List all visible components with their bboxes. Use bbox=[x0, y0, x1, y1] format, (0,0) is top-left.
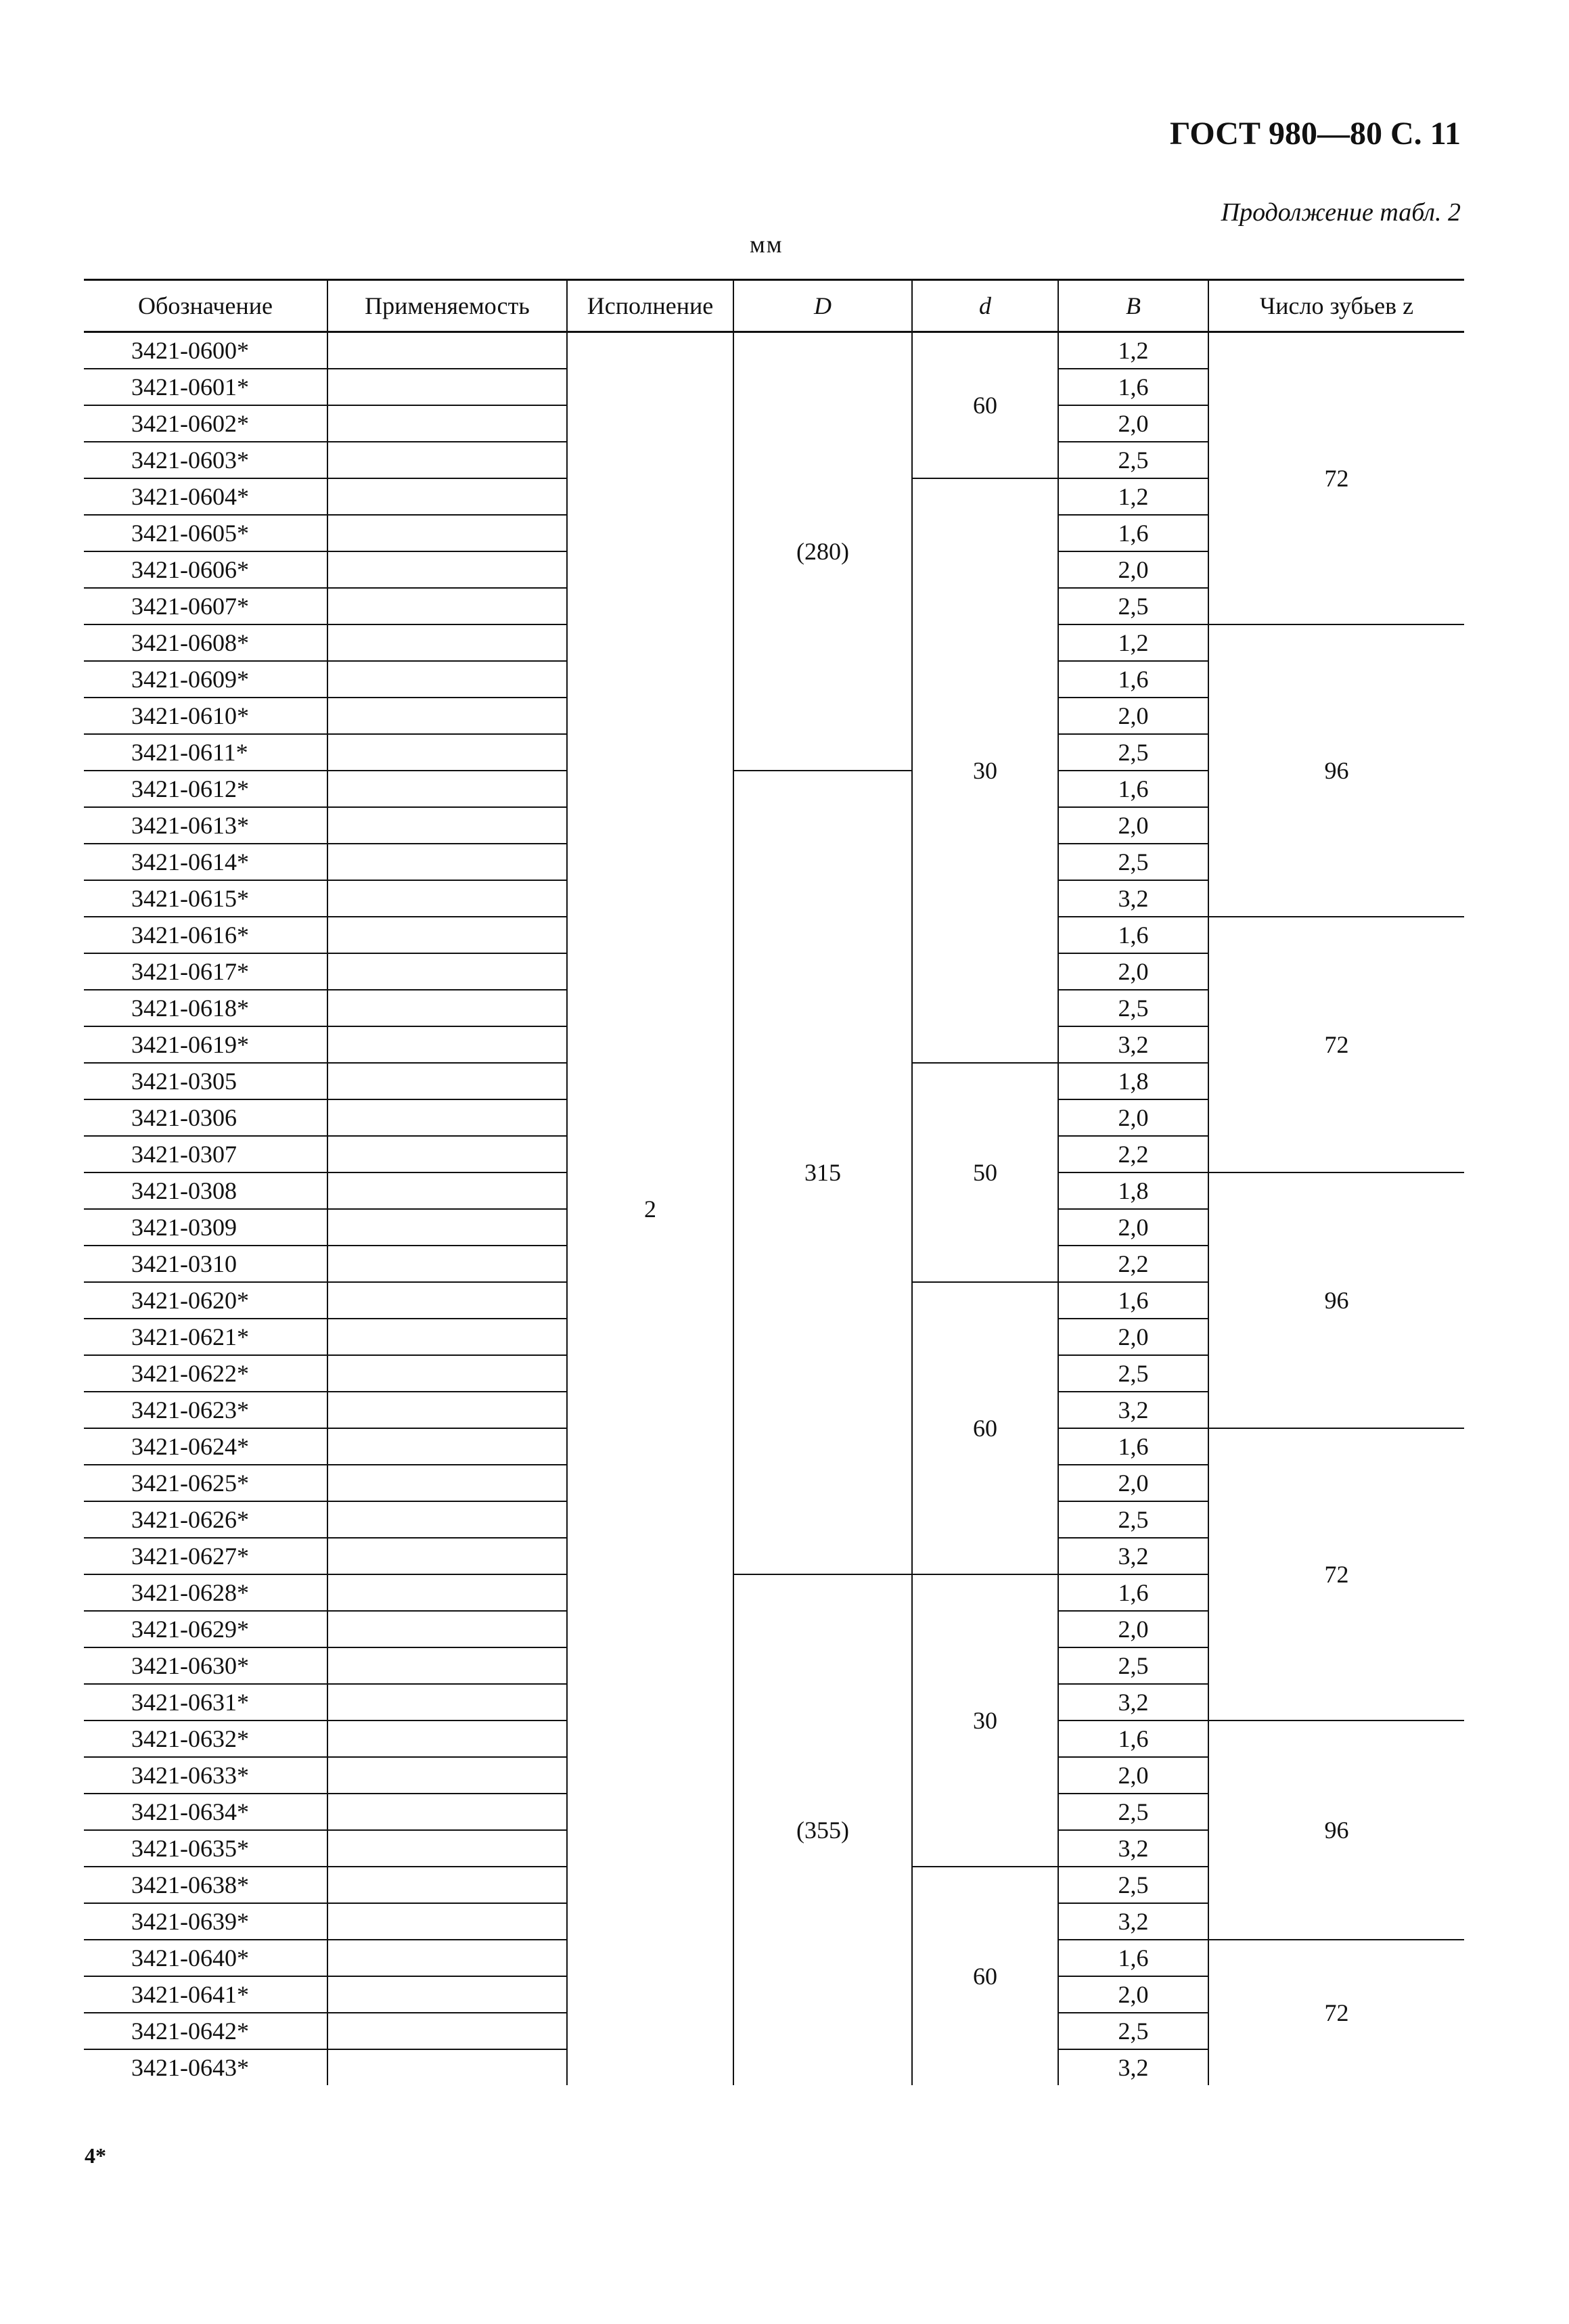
applicability-cell bbox=[327, 1903, 567, 1940]
applicability-cell bbox=[327, 478, 567, 515]
B-cell: 2,5 bbox=[1058, 990, 1208, 1026]
B-cell: 1,6 bbox=[1058, 917, 1208, 953]
applicability-cell bbox=[327, 1757, 567, 1794]
B-cell: 2,0 bbox=[1058, 1319, 1208, 1355]
B-cell: 3,2 bbox=[1058, 1026, 1208, 1063]
B-cell: 2,5 bbox=[1058, 1501, 1208, 1538]
applicability-cell bbox=[327, 1063, 567, 1099]
applicability-cell bbox=[327, 1501, 567, 1538]
B-cell: 2,5 bbox=[1058, 2013, 1208, 2049]
applicability-cell bbox=[327, 771, 567, 807]
applicability-cell bbox=[327, 2049, 567, 2085]
applicability-cell bbox=[327, 515, 567, 551]
designation-cell: 3421-0602* bbox=[84, 405, 327, 442]
B-cell: 2,0 bbox=[1058, 551, 1208, 588]
col-header-applicability: Применяемость bbox=[327, 280, 567, 332]
designation-cell: 3421-0607* bbox=[84, 588, 327, 624]
applicability-cell bbox=[327, 442, 567, 478]
applicability-cell bbox=[327, 1209, 567, 1246]
applicability-cell bbox=[327, 1830, 567, 1867]
B-cell: 2,5 bbox=[1058, 1867, 1208, 1903]
designation-cell: 3421-0622* bbox=[84, 1355, 327, 1392]
B-cell: 1,8 bbox=[1058, 1063, 1208, 1099]
B-cell: 2,5 bbox=[1058, 844, 1208, 880]
B-cell: 1,6 bbox=[1058, 771, 1208, 807]
applicability-cell bbox=[327, 2013, 567, 2049]
table-body bbox=[84, 332, 1464, 2086]
B-cell: 1,2 bbox=[1058, 332, 1208, 369]
B-cell: 1,6 bbox=[1058, 515, 1208, 551]
designation-cell: 3421-0619* bbox=[84, 1026, 327, 1063]
designation-cell: 3421-0641* bbox=[84, 1976, 327, 2013]
applicability-cell bbox=[327, 588, 567, 624]
applicability-cell bbox=[327, 1355, 567, 1392]
B-cell: 2,0 bbox=[1058, 953, 1208, 990]
applicability-cell bbox=[327, 1867, 567, 1903]
B-cell: 1,2 bbox=[1058, 478, 1208, 515]
teeth-cell: 72 bbox=[1208, 917, 1464, 1172]
applicability-cell bbox=[327, 1099, 567, 1136]
designation-cell: 3421-0615* bbox=[84, 880, 327, 917]
applicability-cell bbox=[327, 1392, 567, 1428]
B-cell: 2,0 bbox=[1058, 1757, 1208, 1794]
spec-table bbox=[84, 279, 1464, 2085]
designation-cell: 3421-0604* bbox=[84, 478, 327, 515]
designation-cell: 3421-0620* bbox=[84, 1282, 327, 1319]
teeth-cell: 72 bbox=[1324, 1999, 1349, 2026]
designation-cell: 3421-0614* bbox=[84, 844, 327, 880]
B-cell: 2,2 bbox=[1058, 1246, 1208, 1282]
applicability-cell bbox=[327, 990, 567, 1026]
B-cell: 2,0 bbox=[1058, 1209, 1208, 1246]
designation-cell: 3421-0642* bbox=[84, 2013, 327, 2049]
designation-cell: 3421-0608* bbox=[84, 624, 327, 661]
designation-cell: 3421-0618* bbox=[84, 990, 327, 1026]
applicability-cell bbox=[327, 1026, 567, 1063]
applicability-cell bbox=[327, 624, 567, 661]
B-cell: 2,5 bbox=[1058, 734, 1208, 771]
applicability-cell bbox=[327, 661, 567, 698]
B-cell: 1,6 bbox=[1058, 1721, 1208, 1757]
designation-cell: 3421-0616* bbox=[84, 917, 327, 953]
B-cell: 2,0 bbox=[1058, 405, 1208, 442]
applicability-cell bbox=[327, 332, 567, 369]
designation-cell: 3421-0638* bbox=[84, 1867, 327, 1903]
page-title: ГОСТ 980—80 С. 11 bbox=[1170, 116, 1461, 152]
designation-cell: 3421-0640* bbox=[84, 1940, 327, 1976]
unit-label: мм bbox=[750, 231, 783, 258]
B-cell: 2,0 bbox=[1058, 1099, 1208, 1136]
designation-cell: 3421-0305 bbox=[84, 1063, 327, 1099]
designation-cell: 3421-0612* bbox=[84, 771, 327, 807]
col-header-D: D bbox=[733, 280, 912, 332]
teeth-cell: 72 bbox=[1208, 332, 1464, 625]
d-cell: 30 bbox=[912, 478, 1058, 1063]
table-continuation-note: Продолжение табл. 2 bbox=[1221, 198, 1461, 227]
designation-cell: 3421-0606* bbox=[84, 551, 327, 588]
B-cell: 1,6 bbox=[1058, 1940, 1208, 1976]
teeth-cell: 96 bbox=[1208, 624, 1464, 917]
B-cell: 3,2 bbox=[1058, 2049, 1208, 2085]
designation-cell: 3421-0610* bbox=[84, 698, 327, 734]
col-header-d: d bbox=[912, 280, 1058, 332]
designation-cell: 3421-0625* bbox=[84, 1465, 327, 1501]
applicability-cell bbox=[327, 369, 567, 405]
designation-cell: 3421-0306 bbox=[84, 1099, 327, 1136]
applicability-cell bbox=[327, 405, 567, 442]
d-cell: 60 bbox=[912, 1867, 1058, 2085]
D-cell: (280) bbox=[733, 332, 912, 771]
teeth-cell: 72 bbox=[1208, 1428, 1464, 1721]
designation-cell: 3421-0308 bbox=[84, 1172, 327, 1209]
designation-cell: 3421-0639* bbox=[84, 1903, 327, 1940]
applicability-cell bbox=[327, 1465, 567, 1501]
B-cell: 2,5 bbox=[1058, 1647, 1208, 1684]
col-header-teeth: Число зубьев z bbox=[1208, 280, 1464, 332]
B-cell: 3,2 bbox=[1058, 1830, 1208, 1867]
B-cell: 3,2 bbox=[1058, 1538, 1208, 1574]
applicability-cell bbox=[327, 698, 567, 734]
teeth-cell: 96 bbox=[1208, 1721, 1464, 1940]
applicability-cell bbox=[327, 1319, 567, 1355]
applicability-cell bbox=[327, 1282, 567, 1319]
applicability-cell bbox=[327, 1647, 567, 1684]
B-cell: 1,2 bbox=[1058, 624, 1208, 661]
designation-cell: 3421-0626* bbox=[84, 1501, 327, 1538]
D-cell: (355) bbox=[733, 1574, 912, 2085]
designation-cell: 3421-0309 bbox=[84, 1209, 327, 1246]
B-cell: 3,2 bbox=[1058, 1684, 1208, 1721]
B-cell: 2,0 bbox=[1058, 807, 1208, 844]
B-cell: 1,6 bbox=[1058, 1428, 1208, 1465]
d-cell: 60 bbox=[912, 332, 1058, 479]
designation-cell: 3421-0601* bbox=[84, 369, 327, 405]
applicability-cell bbox=[327, 880, 567, 917]
designation-cell: 3421-0630* bbox=[84, 1647, 327, 1684]
B-cell: 3,2 bbox=[1058, 1392, 1208, 1428]
table-header-row bbox=[84, 280, 1464, 332]
B-cell: 1,8 bbox=[1058, 1172, 1208, 1209]
B-cell: 2,0 bbox=[1058, 1976, 1208, 2013]
applicability-cell bbox=[327, 917, 567, 953]
designation-cell: 3421-0643* bbox=[131, 2054, 249, 2081]
B-cell: 1,6 bbox=[1058, 1574, 1208, 1611]
d-cell: 50 bbox=[912, 1063, 1058, 1282]
B-cell: 2,5 bbox=[1058, 588, 1208, 624]
applicability-cell bbox=[327, 953, 567, 990]
applicability-cell bbox=[327, 844, 567, 880]
designation-cell: 3421-0611* bbox=[84, 734, 327, 771]
B-cell: 1,6 bbox=[1058, 1282, 1208, 1319]
designation-cell: 3421-0310 bbox=[84, 1246, 327, 1282]
d-cell: 30 bbox=[912, 1574, 1058, 1867]
designation-cell: 3421-0605* bbox=[84, 515, 327, 551]
D-cell: 315 bbox=[733, 771, 912, 1574]
designation-cell: 3421-0624* bbox=[84, 1428, 327, 1465]
designation-cell: 3421-0627* bbox=[84, 1538, 327, 1574]
applicability-cell bbox=[327, 807, 567, 844]
B-cell: 3,2 bbox=[1058, 1903, 1208, 1940]
designation-cell: 3421-0634* bbox=[84, 1794, 327, 1830]
designation-cell: 3421-0635* bbox=[84, 1830, 327, 1867]
applicability-cell bbox=[327, 1136, 567, 1172]
designation-cell: 3421-0613* bbox=[84, 807, 327, 844]
col-header-B: B bbox=[1058, 280, 1208, 332]
designation-cell: 3421-0617* bbox=[84, 953, 327, 990]
B-cell: 2,0 bbox=[1058, 1465, 1208, 1501]
designation-cell: 3421-0623* bbox=[84, 1392, 327, 1428]
designation-cell: 3421-0621* bbox=[84, 1319, 327, 1355]
designation-cell: 3421-0628* bbox=[84, 1574, 327, 1611]
B-cell: 2,5 bbox=[1058, 1355, 1208, 1392]
applicability-cell bbox=[327, 1940, 567, 1976]
designation-cell: 3421-0600* bbox=[84, 332, 327, 369]
applicability-cell bbox=[327, 1172, 567, 1209]
teeth-cell: 96 bbox=[1208, 1172, 1464, 1428]
col-header-execution: Исполнение bbox=[567, 280, 733, 332]
applicability-cell bbox=[327, 551, 567, 588]
B-cell: 2,2 bbox=[1058, 1136, 1208, 1172]
table-row bbox=[84, 332, 1464, 369]
applicability-cell bbox=[327, 1721, 567, 1757]
B-cell: 2,0 bbox=[1058, 698, 1208, 734]
applicability-cell bbox=[327, 1246, 567, 1282]
col-header-designation: Обозначение bbox=[84, 280, 327, 332]
applicability-cell bbox=[327, 1794, 567, 1830]
applicability-cell bbox=[327, 1684, 567, 1721]
B-cell: 1,6 bbox=[1058, 369, 1208, 405]
designation-cell: 3421-0307 bbox=[84, 1136, 327, 1172]
applicability-cell bbox=[327, 1574, 567, 1611]
applicability-cell bbox=[327, 1538, 567, 1574]
designation-cell: 3421-0603* bbox=[84, 442, 327, 478]
designation-cell: 3421-0632* bbox=[84, 1721, 327, 1757]
designation-cell: 3421-0629* bbox=[84, 1611, 327, 1647]
B-cell: 2,0 bbox=[1058, 1611, 1208, 1647]
B-cell: 3,2 bbox=[1058, 880, 1208, 917]
B-cell: 2,5 bbox=[1058, 442, 1208, 478]
applicability-cell bbox=[327, 1428, 567, 1465]
designation-cell: 3421-0633* bbox=[84, 1757, 327, 1794]
d-cell: 60 bbox=[912, 1282, 1058, 1574]
applicability-cell bbox=[327, 1611, 567, 1647]
footer-mark: 4* bbox=[85, 2143, 106, 2168]
B-cell: 1,6 bbox=[1058, 661, 1208, 698]
designation-cell: 3421-0631* bbox=[84, 1684, 327, 1721]
applicability-cell bbox=[327, 734, 567, 771]
designation-cell: 3421-0609* bbox=[84, 661, 327, 698]
B-cell: 2,5 bbox=[1058, 1794, 1208, 1830]
execution-cell: 2 bbox=[567, 332, 733, 2086]
applicability-cell bbox=[327, 1976, 567, 2013]
